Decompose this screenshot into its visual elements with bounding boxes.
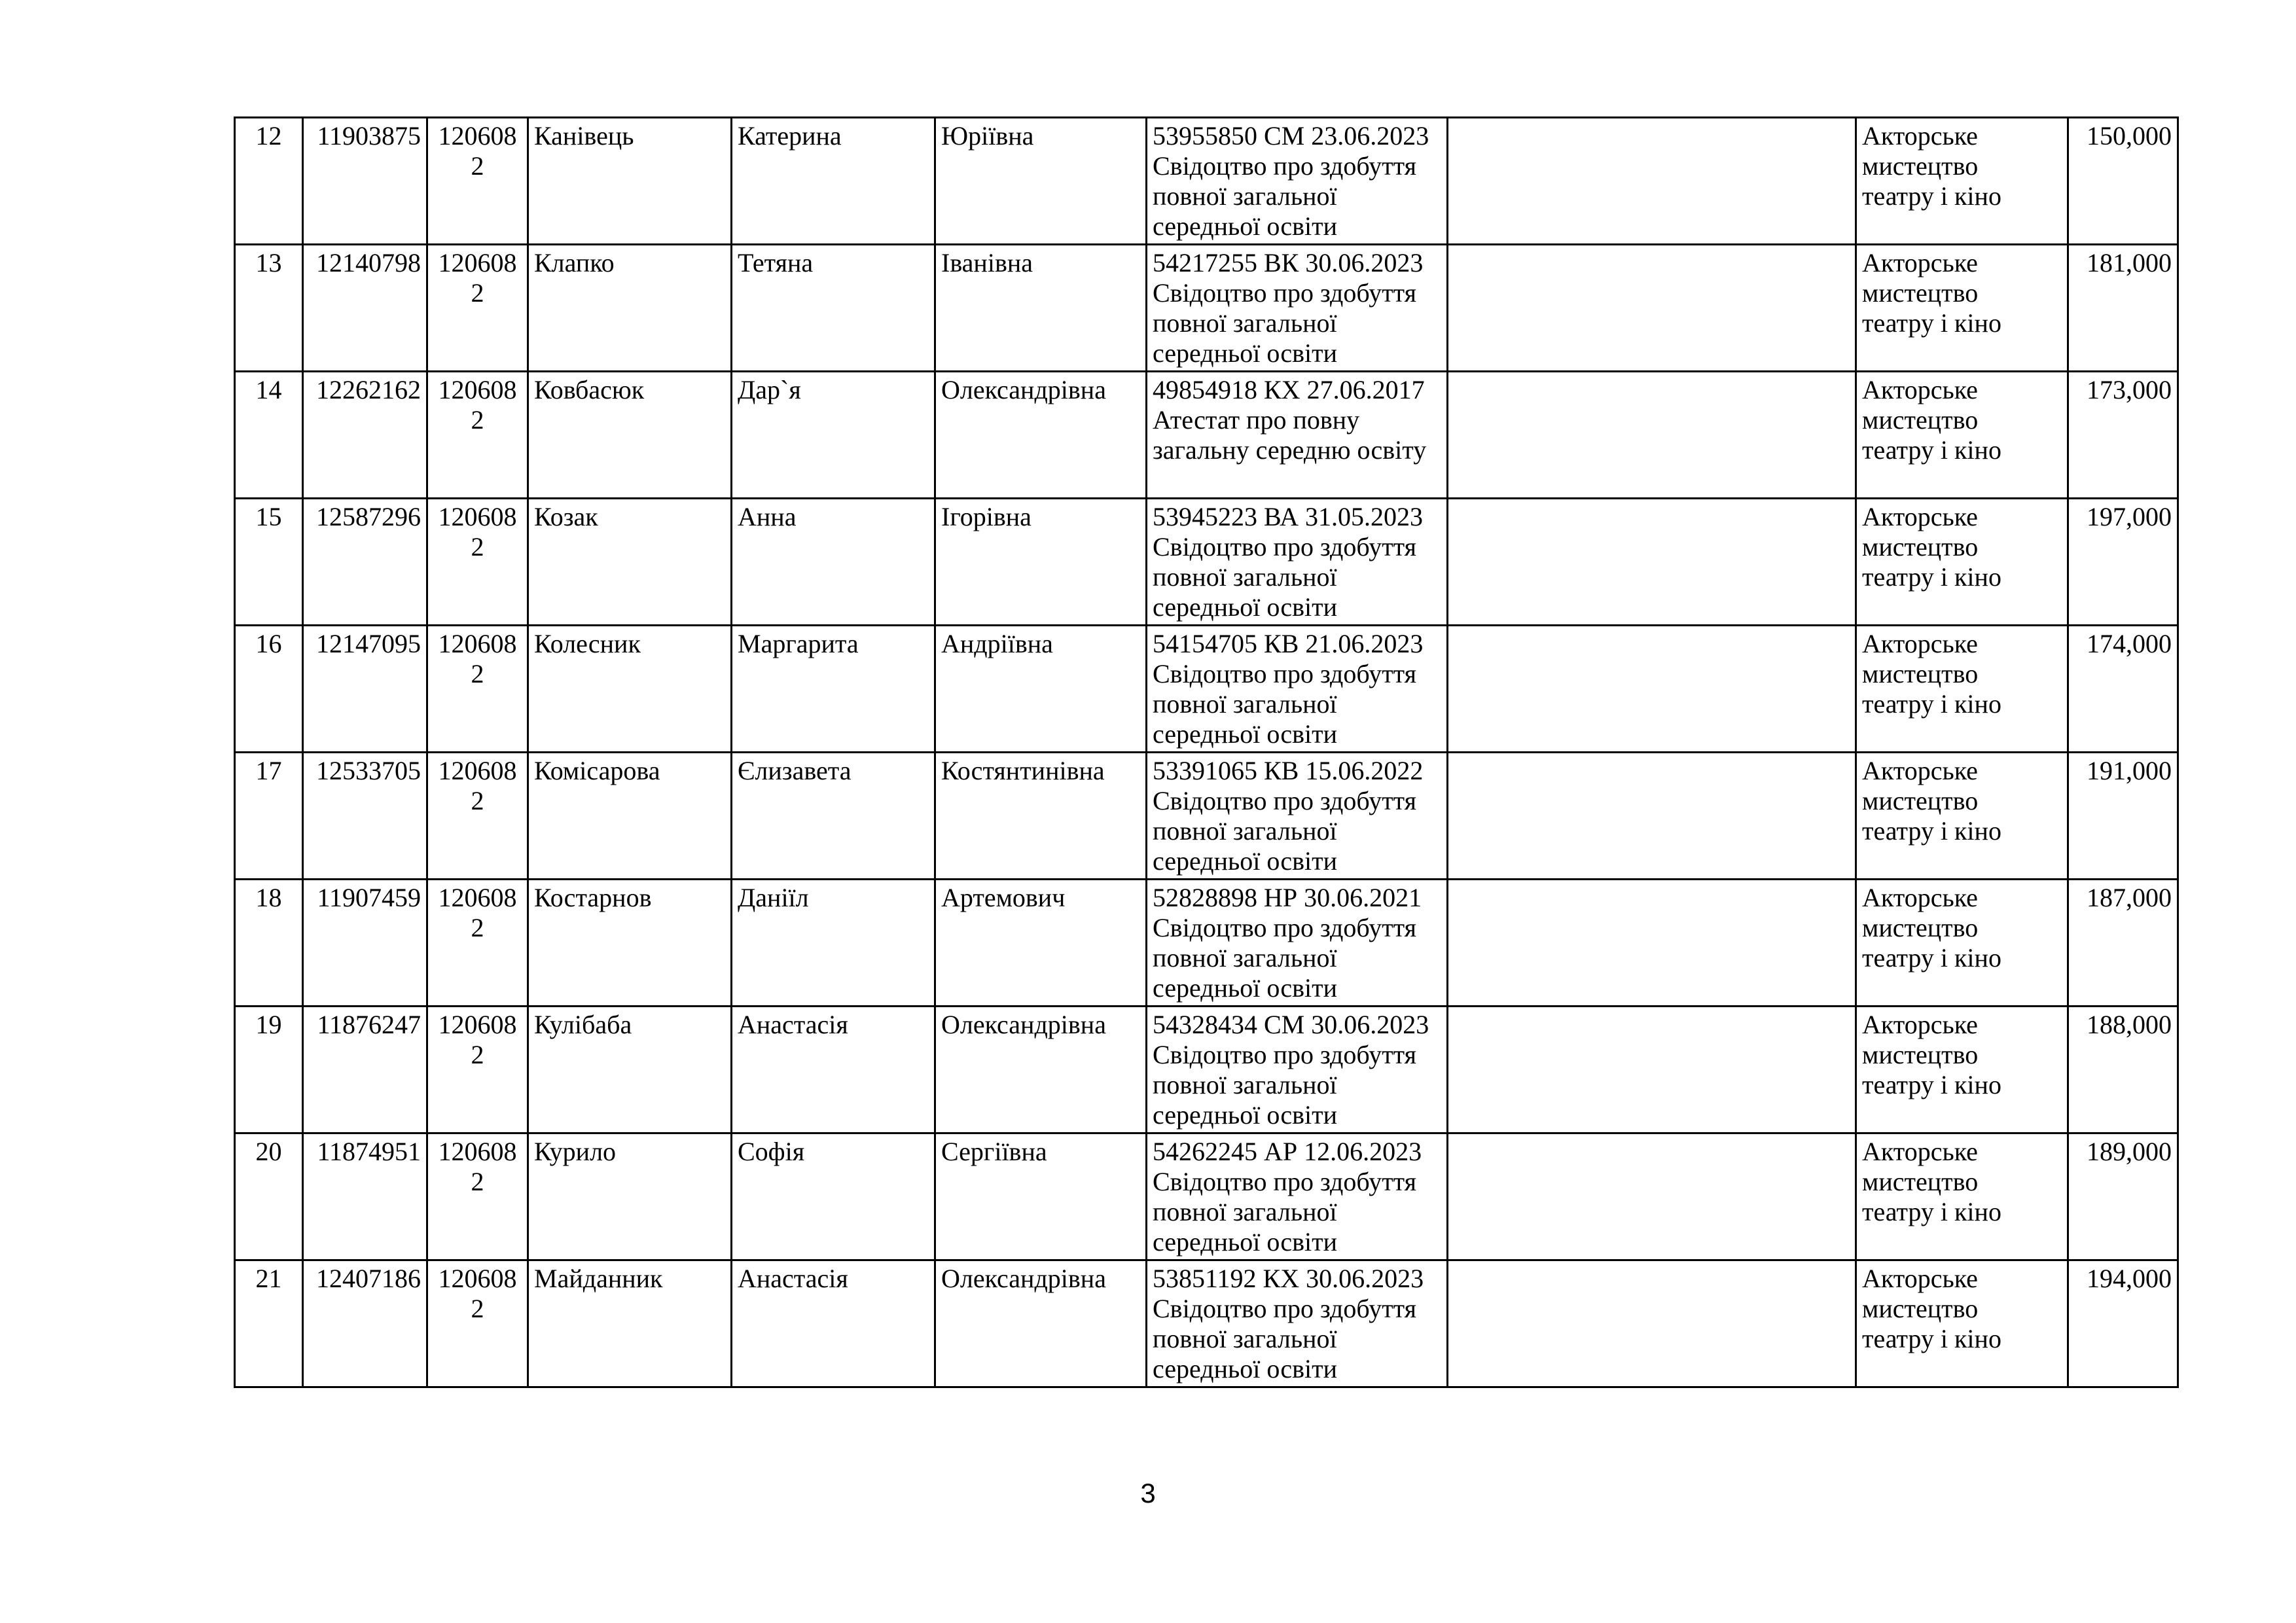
patronymic-cell: Костянтинівна [935,753,1147,880]
code-cell-line: 2 [471,405,484,435]
program-cell-line: мистецтво [1862,659,1979,688]
note-cell [1448,753,1856,880]
surname-cell: Костарнов [528,880,732,1007]
document-cell-line: повної загальної [1153,1197,1337,1226]
first-name-cell: Катерина [732,118,935,245]
table-row [235,245,2178,372]
program-cell [1856,626,2068,753]
program-cell-line: мистецтво [1862,1294,1979,1323]
code-cell-line: 2 [471,1294,484,1323]
program-cell [1856,1133,2068,1260]
document-cell [1147,626,1448,753]
row-number-cell: 15 [235,499,303,626]
table-row [235,880,2178,1007]
document-cell [1147,1260,1448,1387]
program-cell-line: Акторське [1862,883,1978,912]
document-cell-line: Свідоцтво про здобуття [1153,1167,1417,1196]
row-number-cell: 13 [235,245,303,372]
code-cell [427,118,528,245]
surname-cell: Клапко [528,245,732,372]
document-cell-line: середньої освіти [1153,1354,1337,1383]
code-cell [427,499,528,626]
program-cell-line: мистецтво [1862,405,1979,435]
document-cell-line: Свідоцтво про здобуття [1153,913,1417,942]
document-cell [1147,372,1448,499]
program-cell-line: театру і кіно [1862,1197,2001,1226]
code-cell-line: 120608 [438,248,517,277]
program-cell-line: театру і кіно [1862,1324,2001,1353]
table-row [235,372,2178,499]
code-cell-line: 2 [471,659,484,688]
first-name-cell: Анастасія [732,1007,935,1133]
first-name-cell: Анастасія [732,1260,935,1387]
program-cell [1856,118,2068,245]
score-cell: 187,000 [2068,880,2178,1007]
applicants-table [234,116,2179,1388]
applicant-id-cell: 11907459 [303,880,427,1007]
document-cell [1147,753,1448,880]
surname-cell: Ковбасюк [528,372,732,499]
program-cell [1856,1007,2068,1133]
applicant-id-cell: 11874951 [303,1133,427,1260]
document-cell-line: 53851192 КХ 30.06.2023 [1153,1264,1424,1293]
score-cell: 189,000 [2068,1133,2178,1260]
patronymic-cell: Олександрівна [935,372,1147,499]
program-cell-line: Акторське [1862,502,1978,531]
document-cell-line: середньої освіти [1153,338,1337,368]
patronymic-cell: Олександрівна [935,1007,1147,1133]
document-cell-line: 52828898 НР 30.06.2021 [1153,883,1422,912]
code-cell-line: 2 [471,1040,484,1069]
document-cell-line: Свідоцтво про здобуття [1153,659,1417,688]
score-cell: 188,000 [2068,1007,2178,1133]
score-cell: 173,000 [2068,372,2178,499]
document-cell-line: Свідоцтво про здобуття [1153,278,1417,308]
document-cell-line: повної загальної [1153,1324,1337,1353]
surname-cell: Кулібаба [528,1007,732,1133]
document-cell [1147,499,1448,626]
document-cell-line: повної загальної [1153,1070,1337,1099]
program-cell-line: Акторське [1862,1137,1978,1166]
document-cell-line: середньої освіти [1153,719,1337,749]
document-cell-line: 54154705 КВ 21.06.2023 [1153,629,1424,658]
code-cell-line: 2 [471,1167,484,1196]
program-cell [1856,245,2068,372]
program-cell-line: Акторське [1862,756,1978,785]
program-cell [1856,1260,2068,1387]
surname-cell: Канівець [528,118,732,245]
document-cell-line: повної загальної [1153,181,1337,211]
code-cell-line: 2 [471,786,484,815]
document-cell-line: Атестат про повну [1153,405,1360,435]
code-cell-line: 2 [471,278,484,308]
program-cell-line: мистецтво [1862,1167,1979,1196]
applicant-id-cell: 12533705 [303,753,427,880]
patronymic-cell: Ігорівна [935,499,1147,626]
surname-cell: Курило [528,1133,732,1260]
document-cell [1147,1007,1448,1133]
document-cell-line: середньої освіти [1153,1100,1337,1130]
document-cell-line: 54262245 АР 12.06.2023 [1153,1137,1422,1166]
first-name-cell: Єлизавета [732,753,935,880]
program-cell-line: Акторське [1862,1264,1978,1293]
document-cell-line: 54328434 СМ 30.06.2023 [1153,1010,1429,1039]
program-cell-line: Акторське [1862,375,1978,404]
applicant-id-cell: 12147095 [303,626,427,753]
document-cell-line: Свідоцтво про здобуття [1153,151,1417,181]
note-cell [1448,118,1856,245]
first-name-cell: Дар`я [732,372,935,499]
note-cell [1448,1260,1856,1387]
table-row [235,626,2178,753]
code-cell-line: 120608 [438,629,517,658]
first-name-cell: Маргарита [732,626,935,753]
document-cell [1147,245,1448,372]
document-cell-line: повної загальної [1153,308,1337,338]
document-cell [1147,1133,1448,1260]
first-name-cell: Софія [732,1133,935,1260]
program-cell-line: мистецтво [1862,278,1979,308]
row-number-cell: 18 [235,880,303,1007]
document-cell [1147,118,1448,245]
table-row [235,499,2178,626]
document-cell-line: середньої освіти [1153,211,1337,241]
first-name-cell: Анна [732,499,935,626]
code-cell-line: 2 [471,532,484,562]
first-name-cell: Тетяна [732,245,935,372]
score-cell: 191,000 [2068,753,2178,880]
program-cell-line: мистецтво [1862,532,1979,562]
program-cell-line: мистецтво [1862,913,1979,942]
program-cell-line: Акторське [1862,121,1978,151]
code-cell-line: 120608 [438,883,517,912]
code-cell-line: 2 [471,151,484,181]
note-cell [1448,880,1856,1007]
applicant-id-cell: 11876247 [303,1007,427,1133]
row-number-cell: 21 [235,1260,303,1387]
code-cell-line: 120608 [438,375,517,404]
program-cell-line: мистецтво [1862,1040,1979,1069]
code-cell-line: 120608 [438,1010,517,1039]
program-cell-line: Акторське [1862,248,1978,277]
table-row [235,1260,2178,1387]
program-cell [1856,499,2068,626]
code-cell-line: 2 [471,913,484,942]
row-number-cell: 20 [235,1133,303,1260]
surname-cell: Комісарова [528,753,732,880]
code-cell [427,880,528,1007]
document-cell-line: повної загальної [1153,689,1337,719]
program-cell-line: театру і кіно [1862,181,2001,211]
document-cell-line: середньої освіти [1153,846,1337,876]
code-cell [427,626,528,753]
document-cell-line: Свідоцтво про здобуття [1153,1294,1417,1323]
patronymic-cell: Андріївна [935,626,1147,753]
page-number: 3 [1140,1478,1156,1508]
row-number-cell: 14 [235,372,303,499]
document-cell-line: повної загальної [1153,562,1337,592]
code-cell-line: 120608 [438,121,517,151]
document-cell-line: 54217255 ВК 30.06.2023 [1153,248,1424,277]
code-cell [427,372,528,499]
code-cell-line: 120608 [438,1264,517,1293]
table-row [235,1007,2178,1133]
applicant-id-cell: 12140798 [303,245,427,372]
program-cell-line: театру і кіно [1862,943,2001,972]
note-cell [1448,372,1856,499]
applicant-id-cell: 12262162 [303,372,427,499]
patronymic-cell: Олександрівна [935,1260,1147,1387]
patronymic-cell: Іванівна [935,245,1147,372]
code-cell-line: 120608 [438,1137,517,1166]
program-cell [1856,372,2068,499]
surname-cell: Колесник [528,626,732,753]
patronymic-cell: Юріївна [935,118,1147,245]
applicant-id-cell: 12587296 [303,499,427,626]
program-cell-line: Акторське [1862,1010,1978,1039]
document-cell-line: повної загальної [1153,943,1337,972]
program-cell-line: Акторське [1862,629,1978,658]
score-cell: 181,000 [2068,245,2178,372]
code-cell [427,753,528,880]
surname-cell: Майданник [528,1260,732,1387]
program-cell-line: мистецтво [1862,786,1979,815]
note-cell [1448,1133,1856,1260]
document-cell-line: 49854918 КХ 27.06.2017 [1153,375,1425,404]
document-cell-line: повної загальної [1153,816,1337,846]
table-row [235,753,2178,880]
note-cell [1448,499,1856,626]
code-cell-line: 120608 [438,756,517,785]
document-cell-line: середньої освіти [1153,592,1337,622]
document-cell-line: Свідоцтво про здобуття [1153,1040,1417,1069]
table-row [235,118,2178,245]
score-cell: 150,000 [2068,118,2178,245]
patronymic-cell: Артемович [935,880,1147,1007]
note-cell [1448,626,1856,753]
program-cell-line: театру і кіно [1862,562,2001,592]
note-cell [1448,1007,1856,1133]
document-cell [1147,880,1448,1007]
document-cell-line: середньої освіти [1153,1227,1337,1257]
program-cell-line: театру і кіно [1862,816,2001,846]
document-cell-line: 53955850 СМ 23.06.2023 [1153,121,1429,151]
applicant-id-cell: 12407186 [303,1260,427,1387]
document-cell-line: загальну середню освіту [1153,435,1427,465]
document-cell-line: 53391065 КВ 15.06.2022 [1153,756,1424,785]
program-cell-line: мистецтво [1862,151,1979,181]
note-cell [1448,245,1856,372]
patronymic-cell: Сергіївна [935,1133,1147,1260]
score-cell: 197,000 [2068,499,2178,626]
table-body [235,118,2178,1387]
applicant-id-cell: 11903875 [303,118,427,245]
row-number-cell: 12 [235,118,303,245]
document-cell-line: Свідоцтво про здобуття [1153,786,1417,815]
program-cell [1856,880,2068,1007]
program-cell-line: театру і кіно [1862,1070,2001,1099]
score-cell: 194,000 [2068,1260,2178,1387]
document-cell-line: Свідоцтво про здобуття [1153,532,1417,562]
table-row [235,1133,2178,1260]
row-number-cell: 16 [235,626,303,753]
first-name-cell: Даніїл [732,880,935,1007]
code-cell [427,1260,528,1387]
code-cell [427,1133,528,1260]
score-cell: 174,000 [2068,626,2178,753]
program-cell-line: театру і кіно [1862,689,2001,719]
program-cell-line: театру і кіно [1862,435,2001,465]
code-cell [427,245,528,372]
row-number-cell: 19 [235,1007,303,1133]
document-cell-line: 53945223 ВА 31.05.2023 [1153,502,1424,531]
program-cell [1856,753,2068,880]
code-cell [427,1007,528,1133]
document-cell-line: середньої освіти [1153,973,1337,1003]
code-cell-line: 120608 [438,502,517,531]
program-cell-line: театру і кіно [1862,308,2001,338]
surname-cell: Козак [528,499,732,626]
row-number-cell: 17 [235,753,303,880]
